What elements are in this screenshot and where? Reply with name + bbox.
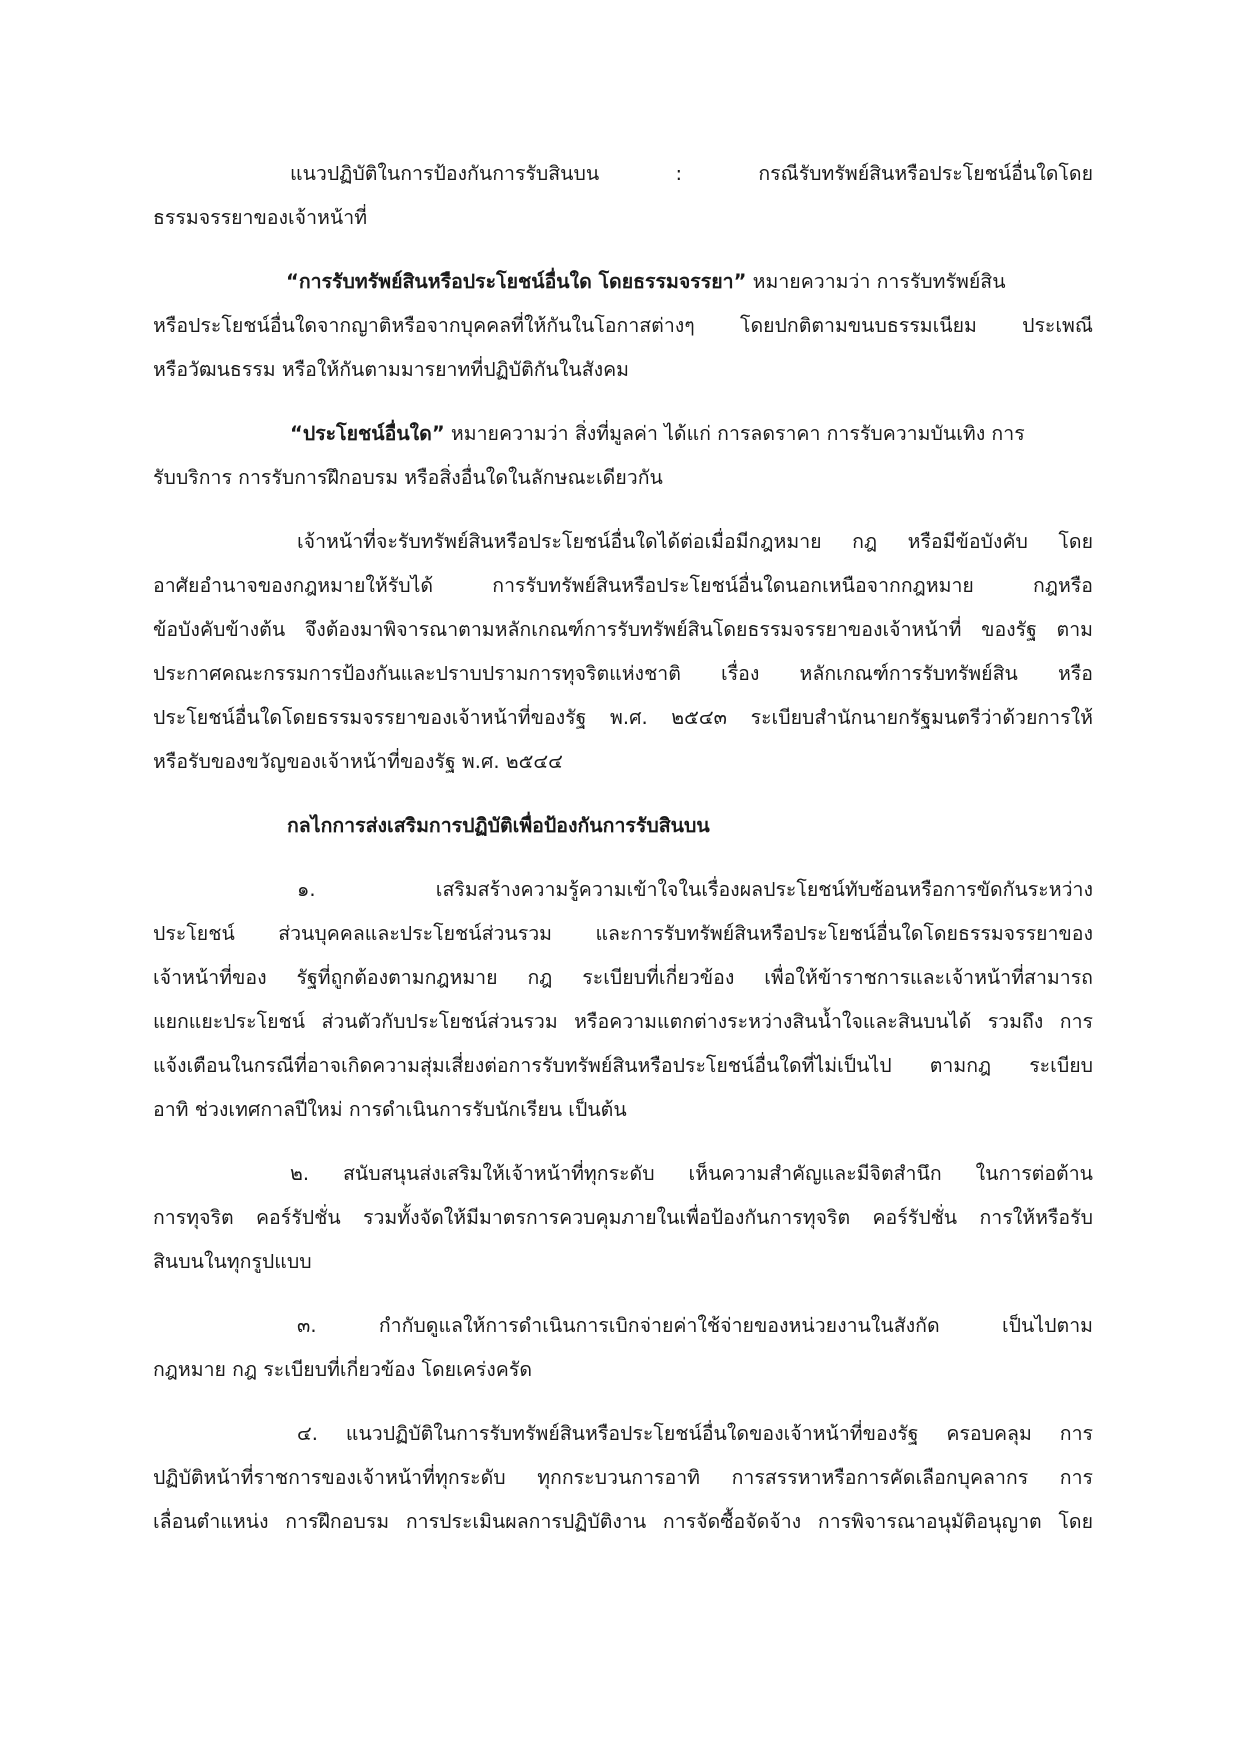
item-4-line-2: ปฏิบัติหน้าที่ราชการของเจ้าหน้าที่ทุกระดับ ทุกกระบวนการอาทิ การสรรหาหรือการคัดเลือกบุคลากร การ xyxy=(153,1466,1093,1489)
definition-benefit-line-1 xyxy=(153,412,1093,456)
item-2-paragraph xyxy=(153,1152,1093,1284)
item-2-line-1: ๒. สนับสนุนส่งเสริมให้เจ้าหน้าที่ทุกระดับ เห็นความสำคัญและมีจิตสำนึก ในการต่อต้าน xyxy=(290,1162,1093,1185)
definition-gift-line-3: หรือวัฒนธรรม หรือให้กันตามมารยาทที่ปฏิบัติกันในสังคม xyxy=(153,358,630,381)
definition-benefit-line-2: รับบริการ การรับการฝึกอบรม หรือสิ่งอื่นใดในลักษณะเดียวกัน xyxy=(153,466,663,489)
item-4-paragraph xyxy=(153,1412,1093,1544)
definition-gift-paragraph xyxy=(153,260,1093,392)
item-1-line-2: ประโยชน์ ส่วนบุคคลและประโยชน์ส่วนรวม และการรับทรัพย์สินหรือประโยชน์อื่นใดโดยธรรมจรรยาของ xyxy=(153,922,1093,945)
definition-gift-line-2: หรือประโยชน์อื่นใดจากญาติหรือจากบุคคลที่ให้กันในโอกาสต่างๆ โดยปกติตามขนบธรรมเนียม ประเพณี xyxy=(153,314,1093,337)
section-heading-text: กลไกการส่งเสริมการปฏิบัติเพื่อป้องกันการรับสินบน xyxy=(287,814,710,837)
rules-line-4: ประกาศคณะกรรมการป้องกันและปราบปรามการทุจริตแห่งชาติ เรื่อง หลักเกณฑ์การรับทรัพย์สิน หรือ xyxy=(153,662,1093,685)
definition-gift-term: “การรับทรัพย์สินหรือประโยชน์อื่นใด โดยธรรมจรรยา” xyxy=(286,270,747,293)
intro-line-2: ธรรมจรรยาของเจ้าหน้าที่ xyxy=(153,206,368,229)
intro-line-1: แนวปฏิบัติในการป้องกันการรับสินบน : กรณีรับทรัพย์สินหรือประโยชน์อื่นใดโดย xyxy=(290,162,1093,185)
item-2-line-3: สินบนในทุกรูปแบบ xyxy=(153,1250,312,1273)
item-1-line-5: แจ้งเตือนในกรณีที่อาจเกิดความสุ่มเสี่ยงต่อการรับทรัพย์สินหรือประโยชน์อื่นใดที่ไม่เป็นไป ตามกฎ ระเบียบ xyxy=(153,1054,1093,1077)
definition-benefit-line-1-rest: หมายความว่า สิ่งที่มูลค่า ได้แก่ การลดราคา การรับความบันเทิง การ xyxy=(444,422,1025,445)
rules-line-2: อาศัยอำนาจของกฎหมายให้รับได้ การรับทรัพย์สินหรือประโยชน์อื่นใดนอกเหนือจากกฎหมาย กฎหรือ xyxy=(153,574,1093,597)
item-2-line-2: การทุจริต คอร์รัปชั่น รวมทั้งจัดให้มีมาตรการควบคุมภายในเพื่อป้องกันการทุจริต คอร์รัปชั่น การให้หรือรับ xyxy=(153,1206,1093,1229)
item-1-line-6: อาทิ ช่วงเทศกาลปีใหม่ การดำเนินการรับนักเรียน เป็นต้น xyxy=(153,1098,627,1121)
item-4-line-3: เลื่อนตำแหน่ง การฝึกอบรม การประเมินผลการปฏิบัติงาน การจัดซื้อจัดจ้าง การพิจารณาอนุมัติอนุญาต โดย xyxy=(153,1510,1093,1533)
rules-line-3: ข้อบังคับข้างต้น จึงต้องมาพิจารณาตามหลักเกณฑ์การรับทรัพย์สินโดยธรรมจรรยาของเจ้าหน้าที่ ของรัฐ ตาม xyxy=(153,618,1093,641)
item-3-line-2: กฎหมาย กฎ ระเบียบที่เกี่ยวข้อง โดยเคร่งครัด xyxy=(153,1358,532,1381)
definition-gift-line-1 xyxy=(153,260,1093,304)
section-heading xyxy=(153,804,1093,848)
item-1-line-1: ๑. เสริมสร้างความรู้ความเข้าใจในเรื่องผลประโยชน์ทับซ้อนหรือการขัดกันระหว่าง xyxy=(297,878,1093,901)
item-1-paragraph xyxy=(153,868,1093,1132)
definition-benefit-term: “ประโยชน์อื่นใด” xyxy=(290,422,445,445)
item-1-line-4: แยกแยะประโยชน์ ส่วนตัวกับประโยชน์ส่วนรวม หรือความแตกต่างระหว่างสินน้ำใจและสินบนได้ รวมถึง การ xyxy=(153,1010,1093,1033)
item-4-line-1: ๔. แนวปฏิบัติในการรับทรัพย์สินหรือประโยชน์อื่นใดของเจ้าหน้าที่ของรัฐ ครอบคลุม การ xyxy=(297,1422,1093,1445)
item-3-paragraph xyxy=(153,1304,1093,1392)
rules-line-5: ประโยชน์อื่นใดโดยธรรมจรรยาของเจ้าหน้าที่ของรัฐ พ.ศ. ๒๕๔๓ ระเบียบสำนักนายกรัฐมนตรีว่าด้วยการให้ xyxy=(153,706,1093,729)
item-3-line-1: ๓. กำกับดูแลให้การดำเนินการเบิกจ่ายค่าใช้จ่ายของหน่วยงานในสังกัด เป็นไปตาม xyxy=(297,1314,1093,1337)
item-1-line-3: เจ้าหน้าที่ของ รัฐที่ถูกต้องตามกฎหมาย กฎ ระเบียบที่เกี่ยวข้อง เพื่อให้ข้าราชการและเจ้าหน้าที่สามารถ xyxy=(153,966,1093,989)
rules-paragraph xyxy=(153,520,1093,784)
rules-line-6: หรือรับของขวัญของเจ้าหน้าที่ของรัฐ พ.ศ. ๒๕๔๔ xyxy=(153,750,563,773)
definition-gift-line-1-rest: หมายความว่า การรับทรัพย์สิน xyxy=(746,270,1006,293)
rules-line-1: เจ้าหน้าที่จะรับทรัพย์สินหรือประโยชน์อื่นใดได้ต่อเมื่อมีกฎหมาย กฎ หรือมีข้อบังคับ โดย xyxy=(297,530,1093,553)
definition-benefit-paragraph xyxy=(153,412,1093,500)
document-body xyxy=(153,152,1093,1544)
intro-paragraph xyxy=(153,152,1093,240)
